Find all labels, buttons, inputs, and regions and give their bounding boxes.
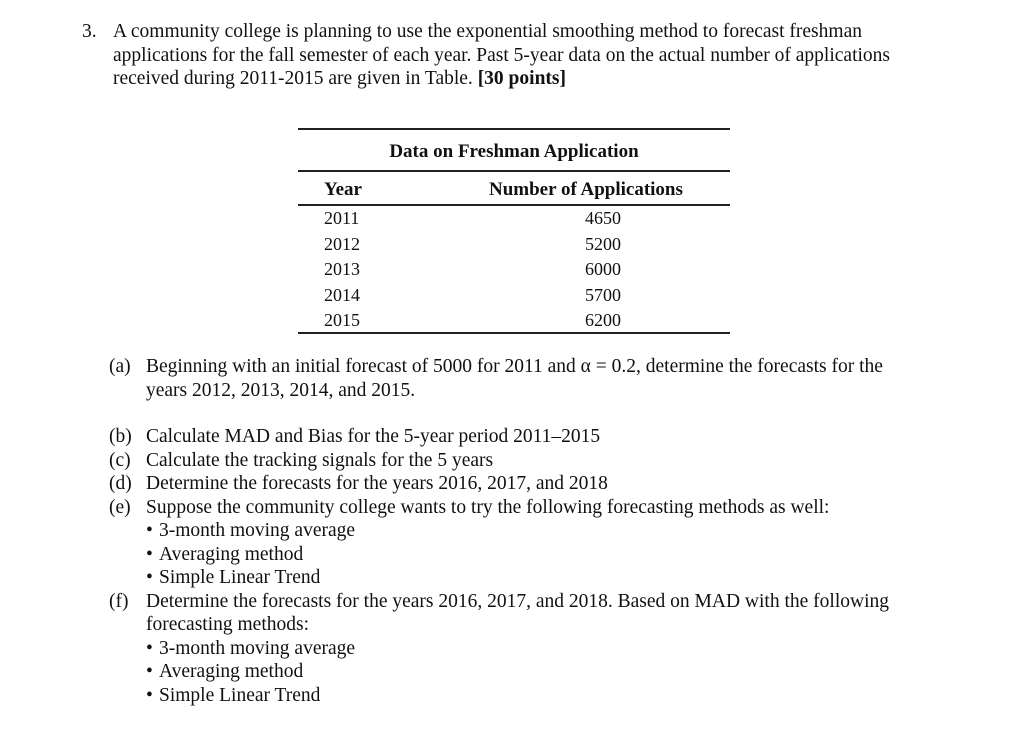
- list-item-text: 3-month moving average: [159, 520, 356, 541]
- part-body: [109, 425, 989, 449]
- column-header-year: Year: [324, 179, 362, 200]
- question-parts: [109, 355, 989, 707]
- list-item-text: Simple Linear Trend: [159, 567, 321, 588]
- cell-applications: 5200: [585, 233, 621, 254]
- part-c: [109, 449, 989, 473]
- part-text: Calculate the tracking signals for the 5 years: [146, 449, 494, 471]
- table-top-rule: [298, 128, 730, 130]
- table-row: [298, 206, 730, 232]
- cell-applications: 5700: [585, 284, 621, 305]
- bullet-icon: •: [146, 567, 153, 588]
- cell-year: 2014: [324, 284, 360, 305]
- list-item-text: 3-month moving average: [159, 637, 356, 659]
- part-label: (f): [109, 590, 129, 612]
- table-body: [298, 206, 730, 334]
- part-text: years 2012, 2013, 2014, and 2015.: [146, 379, 416, 401]
- list-item: [146, 543, 989, 567]
- part-a: [109, 355, 989, 402]
- part-body: [109, 449, 989, 473]
- part-body: [109, 590, 989, 637]
- cell-applications: 6200: [585, 310, 621, 330]
- part-body: [109, 472, 989, 496]
- table-caption: Data on Freshman Application: [389, 141, 639, 162]
- cell-year: 2013: [324, 259, 360, 279]
- part-label: (d): [109, 473, 132, 494]
- cell-applications: 4650: [585, 208, 621, 228]
- bullet-icon: •: [146, 520, 153, 541]
- part-body: [109, 355, 989, 402]
- cell-year: 2011: [324, 208, 360, 228]
- cell-year: 2015: [324, 310, 360, 330]
- table-row: [298, 257, 730, 283]
- part-e: [109, 496, 989, 590]
- spacer: [109, 402, 989, 425]
- list-item: [146, 660, 989, 684]
- list-item: [146, 566, 989, 590]
- list-item: [146, 684, 989, 708]
- part-label: (e): [109, 496, 131, 518]
- table-caption-rule: [298, 170, 730, 172]
- list-item-text: Simple Linear Trend: [159, 684, 321, 706]
- part-text: Determine the forecasts for the years 2016, 2017, and 2018. Based on MAD with the following: [146, 590, 889, 612]
- cell-year: 2012: [324, 233, 360, 254]
- table-row: [298, 232, 730, 258]
- bullet-icon: •: [146, 661, 153, 682]
- bullet-list: [109, 637, 989, 708]
- points-label: [30 points]: [477, 68, 566, 89]
- part-label: (b): [109, 426, 132, 447]
- question-number: 3.: [82, 21, 97, 42]
- part-label: (a): [109, 356, 131, 377]
- part-label: (c): [109, 449, 131, 471]
- column-header-applications: Number of Applications: [489, 179, 683, 200]
- part-b: [109, 425, 989, 449]
- intro-line-text: received during 2011-2015 are given in Table.: [113, 68, 473, 89]
- table-row: [298, 283, 730, 309]
- part-body: [109, 496, 989, 520]
- part-text: Calculate MAD and Bias for the 5-year period 2011–2015: [146, 426, 601, 447]
- bullet-icon: •: [146, 543, 153, 565]
- part-d: [109, 472, 989, 496]
- intro-line: A community college is planning to use the exponential smoothing method to forecast freshman: [113, 21, 862, 42]
- part-text: Suppose the community college wants to try the following forecasting methods as well:: [146, 496, 830, 518]
- table-row: [298, 308, 730, 334]
- part-text: Beginning with an initial forecast of 5000 for 2011 and α = 0.2, determine the forecasts for the: [146, 356, 883, 377]
- intro-line: [113, 67, 973, 91]
- list-item: [146, 519, 989, 543]
- list-item-text: Averaging method: [159, 543, 304, 565]
- bullet-icon: •: [146, 684, 153, 706]
- bullet-list: [109, 519, 989, 590]
- part-text: forecasting methods:: [146, 614, 309, 635]
- bullet-icon: •: [146, 637, 153, 659]
- table-bottom-rule: [298, 332, 730, 334]
- question-intro: [113, 20, 973, 91]
- cell-applications: 6000: [585, 259, 621, 279]
- list-item: [146, 637, 989, 661]
- part-text: Determine the forecasts for the years 2016, 2017, and 2018: [146, 473, 608, 494]
- intro-line: applications for the fall semester of each year. Past 5-year data on the actual number of applications: [113, 44, 890, 66]
- part-f: [109, 590, 989, 708]
- list-item-text: Averaging method: [159, 661, 304, 682]
